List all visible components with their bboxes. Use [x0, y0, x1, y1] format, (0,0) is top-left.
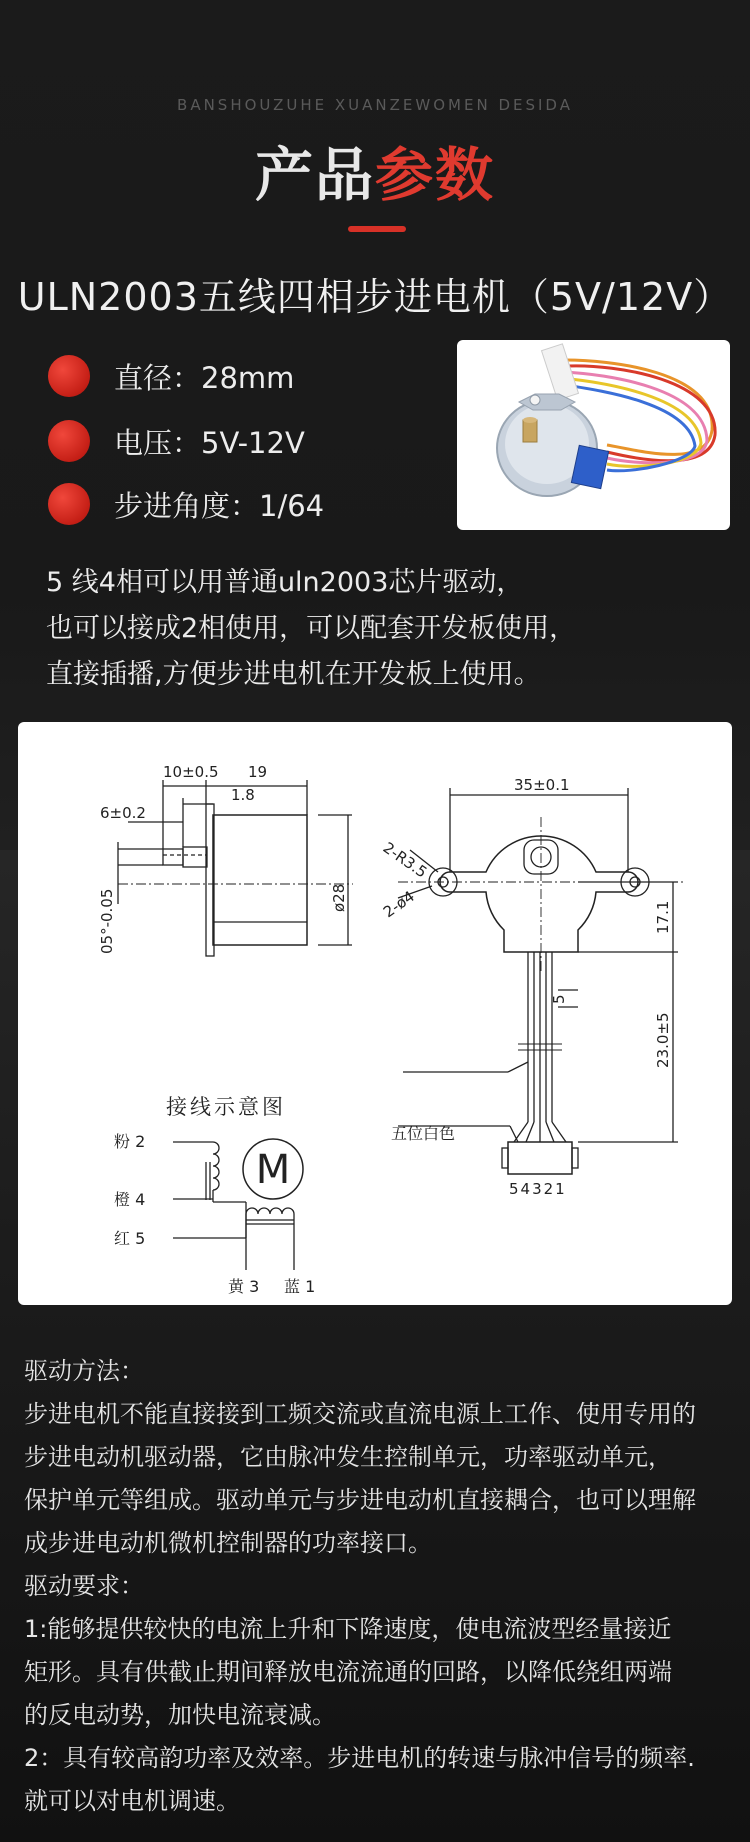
body-line: 驱动要求：	[24, 1572, 144, 1600]
side-view	[118, 780, 353, 956]
wire-pink: 粉 2	[114, 1132, 146, 1151]
body-line: 驱动方法：	[24, 1357, 144, 1385]
body-line: 的反电动势，加快电流衰减。	[24, 1701, 336, 1729]
front-view	[398, 788, 683, 1174]
bullet-dot	[48, 420, 90, 462]
product-photo	[457, 340, 730, 530]
spec-label: 电压：5V-12V	[114, 425, 305, 460]
dim-cable-length: 23.0±5	[654, 1012, 672, 1068]
spec-voltage	[48, 419, 305, 463]
dim-shaft: 6±0.2	[100, 804, 146, 822]
dim-body: 19	[248, 763, 268, 781]
spec-diameter	[48, 354, 294, 398]
dim-length: 10±0.5	[163, 763, 219, 781]
description-line: 5 线4相可以用普通uln2003芯片驱动，	[46, 567, 524, 598]
spec-label: 步进角度：1/64	[114, 488, 325, 523]
description	[46, 560, 716, 698]
description-line: 也可以接成2相使用，可以配套开发板使用，	[46, 613, 577, 644]
bullet-dot	[48, 355, 90, 397]
body-line: 就可以对电机调速。	[24, 1787, 240, 1815]
heading-red-part: 参数	[375, 141, 496, 209]
heading-underline	[348, 226, 406, 232]
dim-small: 5	[550, 994, 568, 1004]
english-subtitle: BANSHOUZUHE XUANZEWOMEN DESIDA	[177, 96, 573, 114]
driving-method-text	[24, 1350, 734, 1823]
wire-blue: 蓝 1	[284, 1277, 316, 1296]
dim-radius: 2-R3.5	[379, 838, 431, 882]
product-name: ULN2003五线四相步进电机（5V/12V）	[17, 275, 733, 319]
body-line: 保护单元等组成。驱动单元与步进电动机直接耦合，也可以理解	[24, 1486, 696, 1514]
body-line: 矩形。具有供截止期间释放电流流通的回路，以降低绕组两端	[24, 1658, 672, 1686]
dim-height: 17.1	[654, 900, 672, 934]
body-line: 步进电机不能直接接到工频交流或直流电源上工作、使用专用的	[24, 1400, 696, 1428]
spec-label: 直径：28mm	[114, 360, 295, 395]
dim-hole: 2-ø4	[379, 887, 418, 922]
dim-mount-width: 35±0.1	[514, 776, 570, 794]
description-line: 直接插播,方便步进电机在开发板上使用。	[46, 659, 541, 690]
dim-diameter: ø28	[330, 883, 348, 912]
wiring-title: 接线示意图	[166, 1095, 286, 1119]
body-line: 成步进电动机微机控制器的功率接口。	[24, 1529, 432, 1557]
dim-flange: 1.8	[231, 786, 255, 804]
technical-drawing	[18, 722, 732, 1305]
heading-white-part: 产品	[254, 141, 375, 209]
body-line: 2：具有较高韵功率及效率。步进电机的转速与脉冲信号的频率.	[24, 1744, 695, 1772]
wire-yellow: 黄 3	[228, 1277, 260, 1296]
body-line: 1:能够提供较快的电流上升和下降速度，使电流波型经量接近	[24, 1615, 672, 1643]
section-heading	[0, 128, 750, 212]
bullet-dot	[48, 483, 90, 525]
dim-shaft-dia: 05°-0.05	[98, 888, 116, 954]
connector-label: 五位白色	[391, 1124, 456, 1143]
wire-orange: 橙 4	[114, 1190, 146, 1209]
body-line: 步进电动机驱动器，它由脉冲发生控制单元，功率驱动单元，	[24, 1443, 672, 1471]
wire-red: 红 5	[114, 1229, 146, 1248]
pin-numbers: 54321	[509, 1180, 567, 1198]
motor-symbol: M	[255, 1147, 291, 1193]
spec-step-angle	[48, 482, 324, 526]
